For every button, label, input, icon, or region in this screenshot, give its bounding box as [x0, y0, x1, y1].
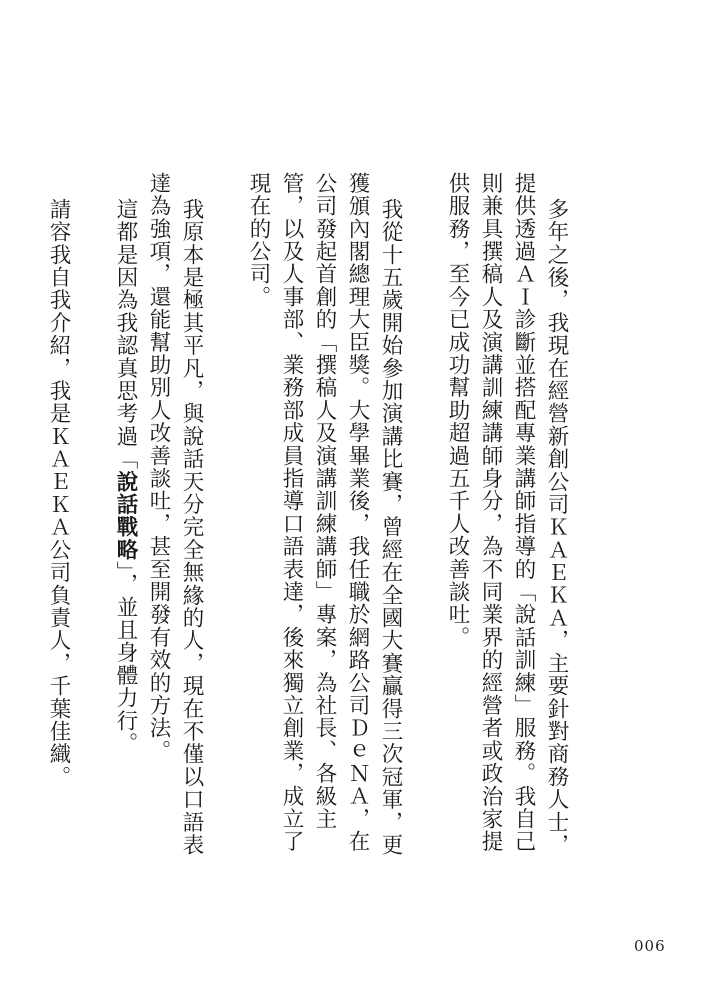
paragraph-self-introduction: 請容我自我介紹，我是ＫＡＥＫＡ公司負責人，千葉佳織。	[46, 197, 71, 788]
strategy-text-before: 這都是因為我認真思考過「	[113, 197, 138, 471]
paragraph-gap	[208, 172, 242, 872]
body-text	[42, 172, 573, 872]
strategy-keyword: 說話戰略	[113, 470, 138, 562]
page-number: 006	[634, 937, 666, 955]
paragraph-gap	[407, 172, 441, 872]
paragraph-gap	[75, 172, 109, 872]
paragraph-ordinary-origin: 我原本是極其平凡，與說話天分完全無緣的人，現在不僅以口語表達為強項，還能幫助別人改善談吐，甚至開發有效的方法。	[146, 172, 204, 857]
paragraph-speech-strategy	[109, 172, 142, 872]
paragraph-company-intro: 多年之後，我現在經營新創公司ＫＡＥＫＡ，主要針對商務人士，提供透過ＡＩ診斷並搭配專業講師指導的「說話訓練」服務。我自己則兼具撰稿人及演講訓練講師身分，為不同業界的經營者或政治家提供服務，至今已成功幫助超過五千人改善談吐。	[445, 172, 569, 857]
paragraph-speech-history: 我從十五歲開始參加演講比賽，曾經在全國大賽贏得三次冠軍，更獲頒內閣總理大臣獎。大學畢業後，我任職於網路公司ＤｅＮＡ，在公司發起首創的「撰稿人及演講訓練講師」專案，為社長、各級主管，以及人事部、業務部成員指導口語表達，後來獨立創業，成立了現在的公司。	[246, 172, 403, 857]
strategy-text-after: 」，並且身體力行。	[113, 561, 138, 755]
